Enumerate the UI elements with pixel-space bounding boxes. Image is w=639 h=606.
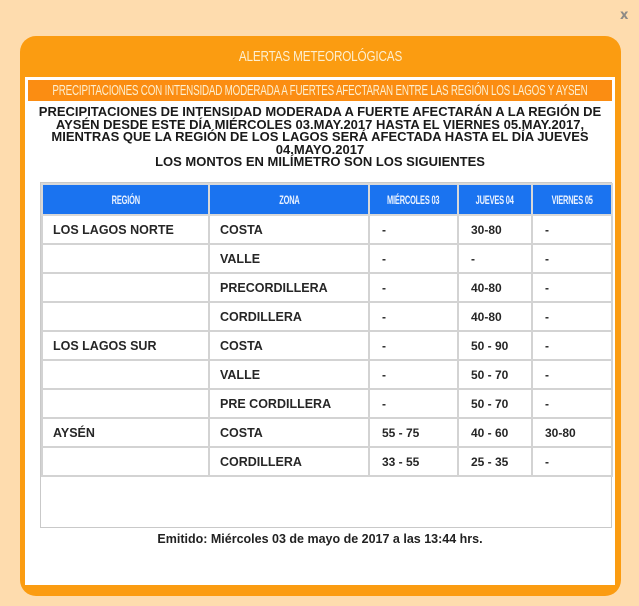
table-row (42, 273, 612, 302)
cell-zone: PRE CORDILLERA (209, 389, 369, 418)
cell-wednesday: - (369, 360, 458, 389)
precipitation-table (41, 183, 613, 477)
alert-modal (20, 36, 621, 596)
modal-content (25, 77, 615, 585)
column-header-thursday: JUEVES 04 (458, 184, 532, 215)
cell-wednesday: - (369, 331, 458, 360)
issued-timestamp: Emitido: Miércoles 03 de mayo de 2017 a las 13:44 hrs. (157, 532, 483, 546)
column-header-region: REGIÓN (42, 184, 209, 215)
cell-region: LOS LAGOS NORTE (42, 215, 209, 244)
cell-friday: - (532, 244, 612, 273)
column-header-zone: ZONA (209, 184, 369, 215)
alert-description (25, 106, 615, 169)
cell-region (42, 389, 209, 418)
intro-line: LOS MONTOS EN MILÍMETRO SON LOS SIGUIENTES (155, 154, 485, 169)
cell-region (42, 302, 209, 331)
intro-line: AYSÉN DESDE ESTE DÍA MIÉRCOLES 03.MAY.2017 HASTA EL VIERNES 05.MAY.2017, (55, 116, 585, 132)
cell-zone: COSTA (209, 331, 369, 360)
alert-subtitle: PRECIPITACIONES CON INTENSIDAD MODERADA A FUERTES AFECTARAN ENTRE LAS REGIÓN LOS LAGOS Y AYSEN (52, 82, 588, 99)
cell-friday: - (532, 215, 612, 244)
cell-friday: - (532, 273, 612, 302)
cell-thursday: 50 - 70 (458, 389, 532, 418)
cell-thursday: - (458, 244, 532, 273)
cell-thursday: 50 - 90 (458, 331, 532, 360)
cell-zone: CORDILLERA (209, 302, 369, 331)
intro-line: MIENTRAS QUE LA REGIÓN DE LOS LAGOS SERÁ AFECTADA HASTA EL DÍA JUEVES (51, 129, 589, 144)
alert-subtitle-bar (27, 79, 613, 102)
table-row (42, 447, 612, 476)
cell-thursday: 30-80 (458, 215, 532, 244)
cell-friday: - (532, 447, 612, 476)
column-header-wednesday: MIÉRCOLES 03 (369, 184, 458, 215)
table-row (42, 215, 612, 244)
cell-zone: COSTA (209, 215, 369, 244)
cell-region (42, 360, 209, 389)
cell-zone: VALLE (209, 244, 369, 273)
cell-thursday: 40 - 60 (458, 418, 532, 447)
precipitation-table-container (40, 182, 612, 528)
table-row (42, 244, 612, 273)
intro-line: 04.MAYO.2017 (275, 141, 365, 157)
table-row (42, 418, 612, 447)
cell-region: LOS LAGOS SUR (42, 331, 209, 360)
cell-friday: 30-80 (532, 418, 612, 447)
cell-zone: COSTA (209, 418, 369, 447)
cell-wednesday: - (369, 273, 458, 302)
table-row (42, 360, 612, 389)
close-button[interactable]: x (620, 8, 629, 23)
column-header-friday: VIERNES 05 (532, 184, 612, 215)
cell-friday: - (532, 302, 612, 331)
cell-friday: - (532, 331, 612, 360)
table-row (42, 302, 612, 331)
cell-zone: CORDILLERA (209, 447, 369, 476)
cell-zone: PRECORDILLERA (209, 273, 369, 302)
cell-wednesday: - (369, 215, 458, 244)
table-header-row (42, 184, 612, 215)
cell-thursday: 40-80 (458, 302, 532, 331)
table-row (42, 331, 612, 360)
cell-thursday: 25 - 35 (458, 447, 532, 476)
cell-wednesday: - (369, 302, 458, 331)
cell-friday: - (532, 389, 612, 418)
cell-friday: - (532, 360, 612, 389)
cell-region (42, 447, 209, 476)
cell-region (42, 244, 209, 273)
cell-thursday: 50 - 70 (458, 360, 532, 389)
cell-wednesday: 55 - 75 (369, 418, 458, 447)
modal-title: ALERTAS METEOROLÓGICAS (238, 48, 403, 65)
intro-line: PRECIPITACIONES DE INTENSIDAD MODERADA A FUERTE AFECTARÁN A LA REGIÓN DE (38, 104, 602, 119)
cell-wednesday: 33 - 55 (369, 447, 458, 476)
cell-thursday: 40-80 (458, 273, 532, 302)
cell-region: AYSÉN (42, 418, 209, 447)
cell-wednesday: - (369, 244, 458, 273)
cell-region (42, 273, 209, 302)
cell-zone: VALLE (209, 360, 369, 389)
cell-wednesday: - (369, 389, 458, 418)
table-row (42, 389, 612, 418)
